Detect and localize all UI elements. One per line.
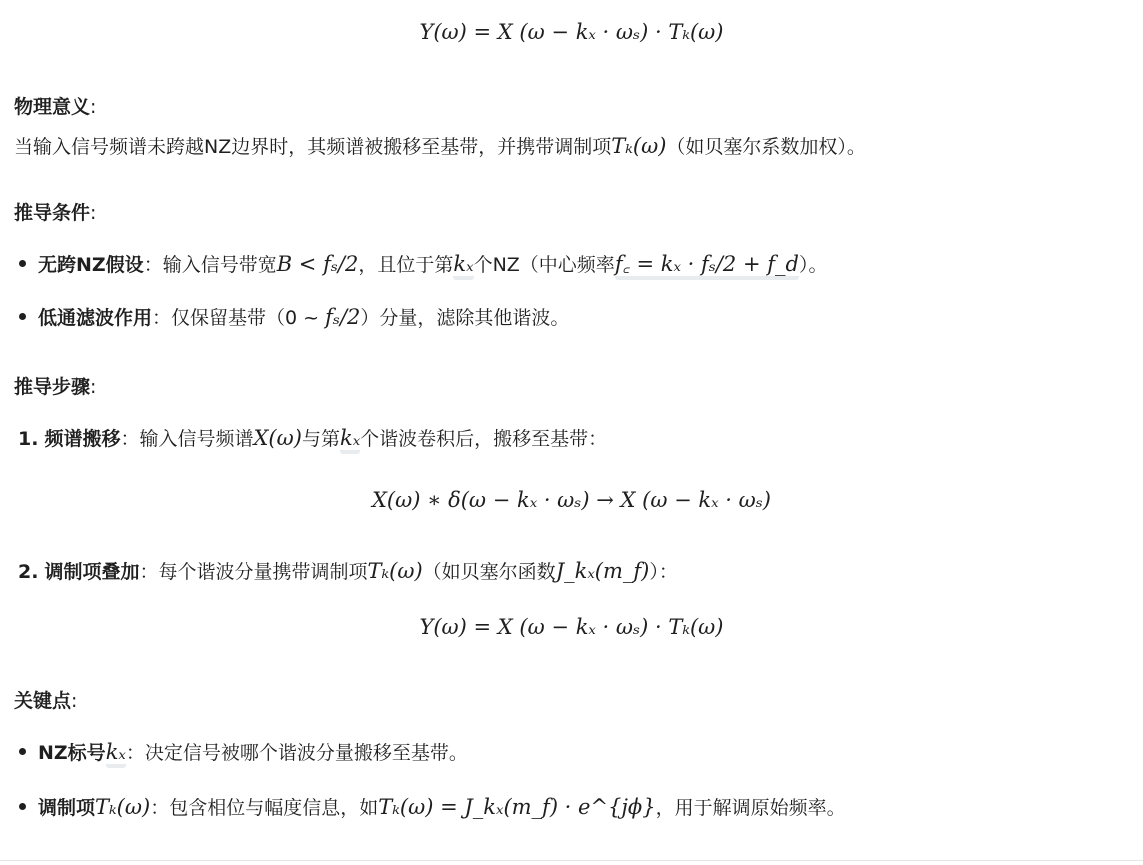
item-math: f꜀ = kₓ · fₛ/2 + f_d bbox=[615, 252, 799, 280]
heading-physics bbox=[14, 92, 96, 119]
item-title: 无跨NZ假设 bbox=[38, 254, 144, 276]
item-math: Tₖ(ω) = J_kₓ(m_f) · e^{jϕ} bbox=[378, 795, 656, 819]
item-text: ：包含相位与幅度信息，如 bbox=[150, 797, 379, 819]
item-math: kₓ bbox=[453, 252, 473, 280]
heading-steps bbox=[14, 372, 96, 399]
step-number: 2. bbox=[18, 561, 39, 583]
step-number: 1. bbox=[18, 428, 39, 450]
item-text: ，用于解调原始频率。 bbox=[655, 797, 846, 819]
physics-text-b: （如贝塞尔系数加权）。 bbox=[666, 136, 866, 158]
step-text: ：输入信号频谱 bbox=[120, 428, 254, 450]
step-text: 与第 bbox=[301, 428, 340, 450]
item-text: ）分量，滤除其他谐波。 bbox=[360, 307, 570, 329]
heading-conditions bbox=[14, 198, 96, 225]
step-math: X(ω) bbox=[253, 426, 302, 450]
heading-colon: : bbox=[90, 202, 97, 224]
list-item bbox=[14, 250, 827, 278]
heading-colon: : bbox=[90, 96, 97, 118]
equation-modulation: Y(ω) = X (ω − kₓ · ωₛ) · Tₖ(ω) bbox=[419, 615, 724, 639]
step-math: kₓ bbox=[340, 426, 360, 454]
bullet-dot bbox=[19, 748, 26, 755]
heading-colon: : bbox=[90, 376, 97, 398]
physics-text-a: 当输入信号频谱未跨越NZ边界时，其频谱被搬移至基带，并携带调制项 bbox=[14, 136, 612, 158]
list-item bbox=[14, 793, 846, 820]
list-item bbox=[14, 303, 569, 330]
heading-physics-label: 物理意义 bbox=[14, 96, 91, 118]
bullet-dot bbox=[19, 803, 26, 810]
item-text: ：决定信号被哪个谐波分量搬移至基带。 bbox=[125, 742, 468, 764]
step-text: ）： bbox=[649, 561, 678, 583]
item-text: ，且位于第 bbox=[358, 254, 454, 276]
list-item bbox=[14, 738, 468, 765]
heading-keypoints-label: 关键点 bbox=[14, 690, 72, 712]
step-text: （如贝塞尔函数 bbox=[422, 561, 556, 583]
step-title: 调制项叠加 bbox=[44, 561, 140, 583]
step-text: 个谐波卷积后，搬移至基带： bbox=[360, 428, 608, 450]
step-2 bbox=[18, 557, 678, 584]
item-title: 低通滤波作用 bbox=[38, 307, 153, 329]
step-1 bbox=[18, 424, 607, 451]
heading-keypoints bbox=[14, 686, 77, 713]
item-math: fₛ/2 bbox=[325, 305, 361, 329]
item-text: ）。 bbox=[798, 254, 828, 276]
item-title: NZ标号 bbox=[38, 742, 106, 764]
item-math: kₓ bbox=[106, 740, 126, 768]
item-text: ：输入信号带宽 bbox=[143, 254, 277, 276]
bullet-dot bbox=[19, 313, 26, 320]
step-math: J_kₓ(m_f) bbox=[555, 559, 650, 583]
heading-steps-label: 推导步骤 bbox=[14, 376, 91, 398]
item-math: B < fₛ/2 bbox=[276, 252, 359, 276]
physics-paragraph bbox=[14, 132, 866, 159]
divider bbox=[0, 860, 1143, 861]
item-math: Tₖ(ω) bbox=[95, 795, 151, 819]
equation-convolution: X(ω) ∗ δ(ω − kₓ · ωₛ) → X (ω − kₓ · ωₛ) bbox=[371, 488, 772, 512]
bullet-dot bbox=[19, 260, 26, 267]
step-title: 频谱搬移 bbox=[44, 428, 121, 450]
item-title: 调制项 bbox=[38, 797, 96, 819]
equation-output: Y(ω) = X (ω − kₓ · ωₛ) · Tₖ(ω) bbox=[419, 20, 724, 44]
item-text: ：仅保留基带（0 ~ bbox=[152, 307, 326, 329]
step-math: Tₖ(ω) bbox=[367, 559, 423, 583]
item-text: 个NZ（中心频率 bbox=[473, 254, 615, 276]
heading-conditions-label: 推导条件 bbox=[14, 202, 91, 224]
physics-math: Tₖ(ω) bbox=[611, 134, 667, 158]
heading-colon: : bbox=[71, 690, 78, 712]
step-text: ：每个谐波分量携带调制项 bbox=[139, 561, 368, 583]
